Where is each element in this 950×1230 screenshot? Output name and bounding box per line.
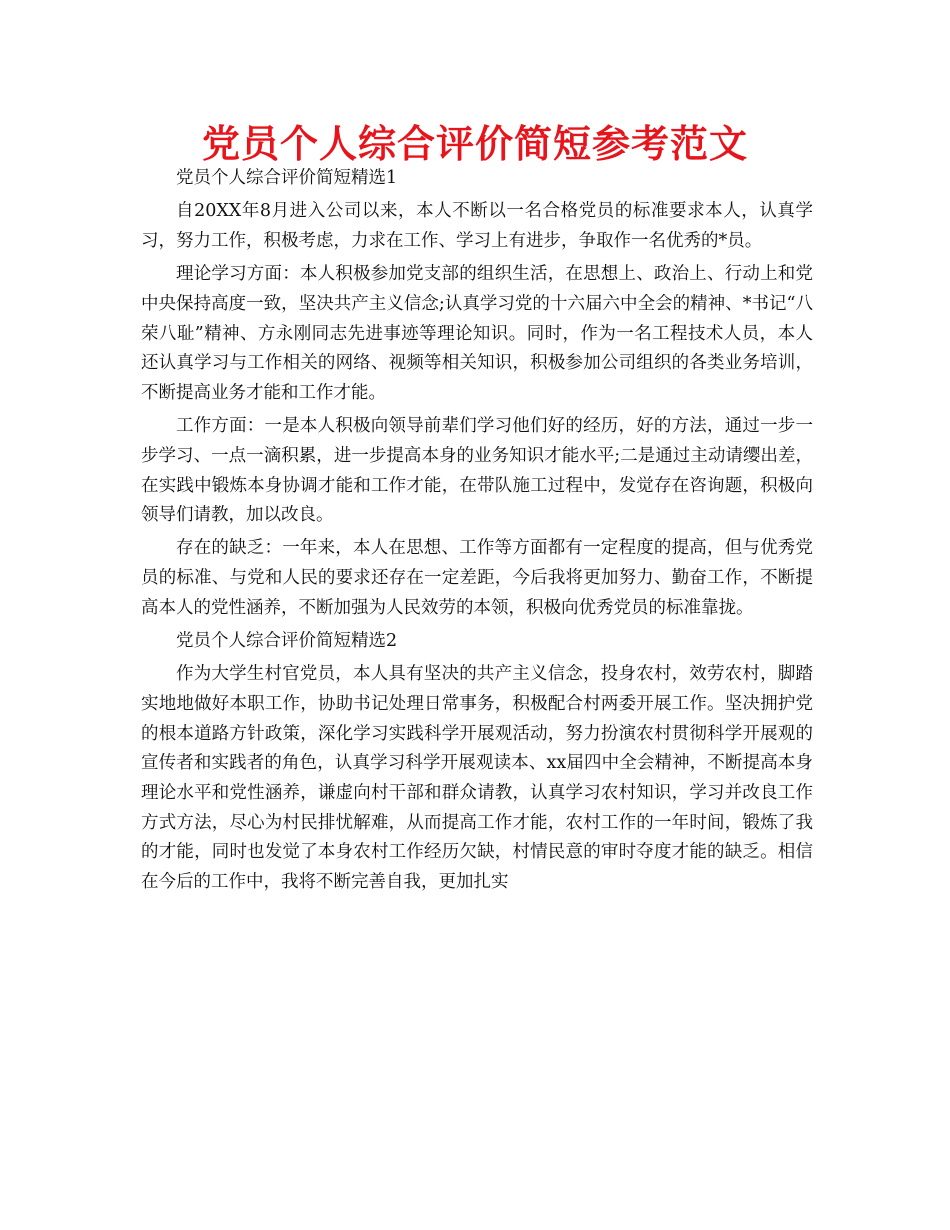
document-title: 党员个人综合评价简短参考范文 [201, 122, 748, 166]
paragraph-intro: 自20XX年8月进入公司以来，本人不断以一名合格党员的标准要求本人，认真学习，努力工作，积极考虑，力求在工作、学习上有进步，争取作一名优秀的*员。 [141, 201, 813, 251]
section-heading-2: 党员个人综合评价简短精选2 [176, 631, 398, 652]
section-heading-1: 党员个人综合评价简短精选1 [176, 168, 398, 188]
paragraph-village-official: 作为大学生村官党员，本人具有坚决的共产主义信念，投身农村，效劳农村，脚踏实地地做好本职工作，协助书记处理日常事务，积极配合村两委开展工作。坚决拥护党的根本道路方针政策，深化学习实践科学开展观活动，努力扮演农村贯彻科学开展观的宣传者和实践者的角色，认真学习科学开展观读本、xx届四中全会精神，不断提高本身理论水平和党性涵养，谦虚向村干部和群众请教，认真学习农村知识，学习并改良工作方式方法，尽心为村民排忧解难，从而提高工作才能，农村工作的一年时间，锻炼了我的才能，同时也发觉了本身农村工作经历欠缺，村情民意的审时夺度才能的缺乏。相信在今后的工作中，我将不断完善自我，更加扎实 [141, 664, 813, 893]
document-body [141, 164, 813, 901]
paragraph-theory-study: 理论学习方面：本人积极参加党支部的组织生活，在思想上、政治上、行动上和党中央保持高度一致，坚决共产主义信念;认真学习党的十六届六中全会的精神、*书记“八荣八耻”精神、方永刚同志先进事迹等理论知识。同时，作为一名工程技术人员，本人还认真学习与工作相关的网络、视频等相关知识，积极参加公司组织的各类业务培训，不断提高业务才能和工作才能。 [141, 264, 813, 403]
paragraph-shortcomings: 存在的缺乏：一年来，本人在思想、工作等方面都有一定程度的提高，但与优秀党员的标准、与党和人民的要求还存在一定差距，今后我将更加努力、勤奋工作，不断提高本人的党性涵养，不断加强为人民效劳的本领，积极向优秀党员的标准靠拢。 [141, 538, 813, 618]
paragraph-work: 工作方面：一是本人积极向领导前辈们学习他们好的经历，好的方法，通过一步一步学习、一点一滴积累，进一步提高本身的业务知识才能水平;二是通过主动请缨出差，在实践中锻炼本身协调才能和工作才能，在带队施工过程中，发觉存在咨询题，积极向领导们请教，加以改良。 [141, 416, 813, 526]
